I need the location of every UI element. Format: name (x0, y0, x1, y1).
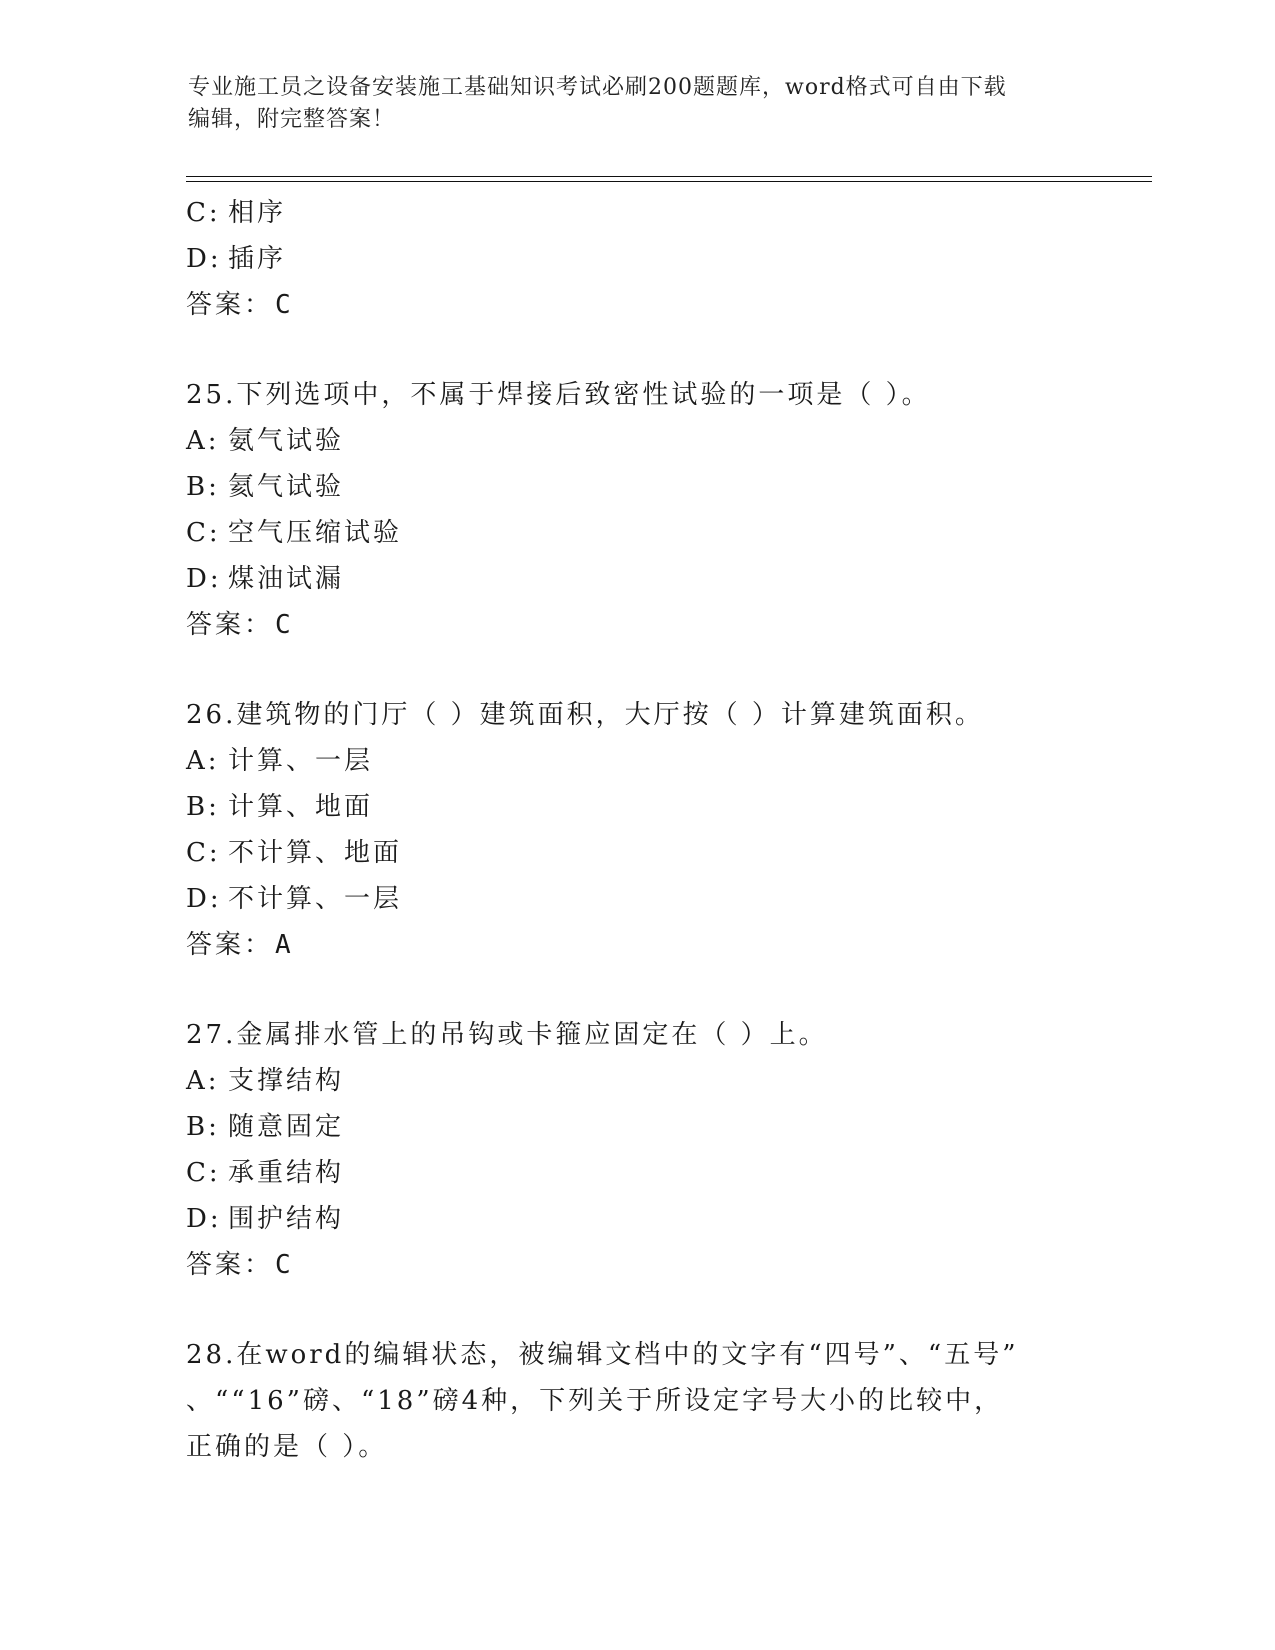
option-b: B: 氦气试验 (186, 472, 345, 502)
question-24-continued (186, 190, 1146, 328)
question-stem-line-1: 28.在word的编辑状态，被编辑文档中的文字有“四号”、“五号” (186, 1340, 1019, 1370)
question-stem: 25.下列选项中，不属于焊接后致密性试验的一项是（ ）。 (186, 380, 931, 410)
question-stem-line-2: 、““16”磅、“18”磅4种，下列关于所设定字号大小的比较中， (186, 1386, 1004, 1416)
header-title-line-1: 专业施工员之设备安装施工基础知识考试必刷200题题库，word格式可自由下载 (188, 75, 1007, 100)
option-c: C: 承重结构 (186, 1158, 345, 1188)
question-25 (186, 372, 1146, 648)
option-a: A: 氨气试验 (186, 426, 345, 456)
question-26 (186, 692, 1146, 968)
option-c: C: 不计算、地面 (186, 838, 403, 868)
option-c: C: 相序 (186, 198, 287, 228)
header-title-line-2: 编辑，附完整答案！ (188, 107, 396, 132)
option-d: D: 不计算、一层 (186, 884, 403, 914)
option-a: A: 计算、一层 (186, 746, 374, 776)
option-b: B: 随意固定 (186, 1112, 345, 1142)
answer: 答案：C (186, 1250, 294, 1280)
option-b: B: 计算、地面 (186, 792, 374, 822)
question-stem: 27.金属排水管上的吊钩或卡箍应固定在（ ）上。 (186, 1020, 828, 1050)
option-a: A: 支撑结构 (186, 1066, 345, 1096)
document-header (188, 72, 1068, 136)
option-c: C: 空气压缩试验 (186, 518, 403, 548)
option-d: D: 煤油试漏 (186, 564, 345, 594)
answer: 答案：C (186, 290, 294, 320)
question-stem: 26.建筑物的门厅（ ）建筑面积，大厅按（ ）计算建筑面积。 (186, 700, 984, 730)
question-content (186, 190, 1146, 1470)
header-divider-top (186, 176, 1152, 177)
question-28 (186, 1332, 1146, 1470)
question-stem-line-3: 正确的是（ ）。 (186, 1432, 388, 1462)
answer: 答案：A (186, 930, 294, 960)
question-27 (186, 1012, 1146, 1288)
header-divider-bottom (186, 181, 1152, 182)
answer: 答案：C (186, 610, 294, 640)
option-d: D: 插序 (186, 244, 287, 274)
option-d: D: 围护结构 (186, 1204, 345, 1234)
